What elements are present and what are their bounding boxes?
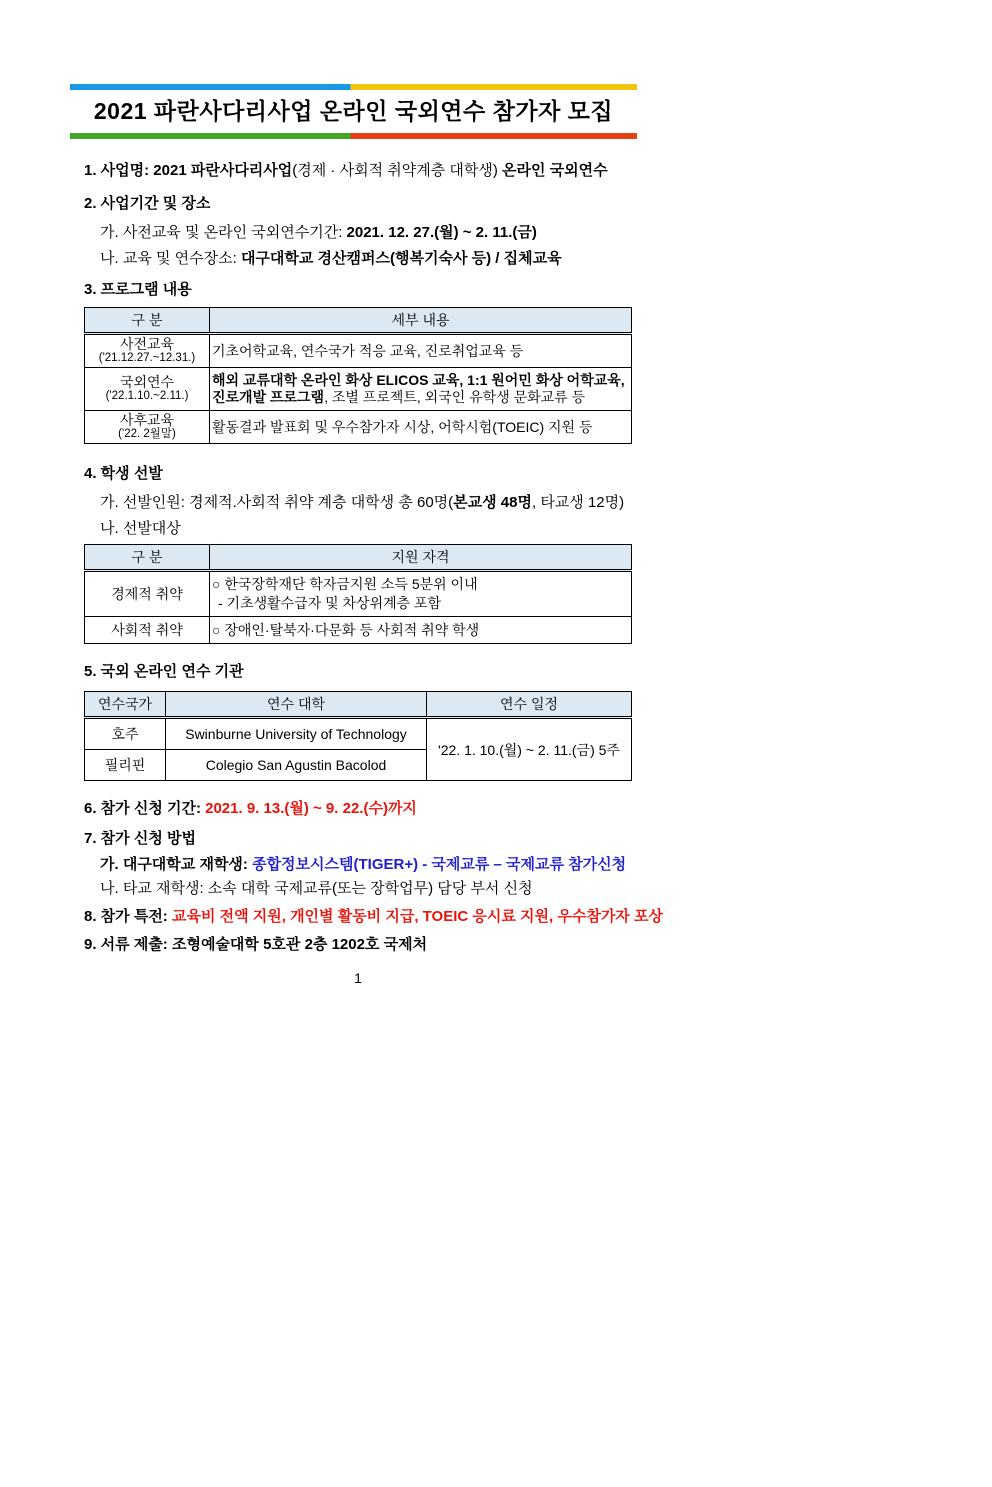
section-4-item-a-text2: , 타교생 12명) (531, 494, 625, 511)
selection-target-table (84, 544, 632, 644)
section-6-dates: 2021. 9. 13.(월) ~ 9. 22.(수)까지 (205, 800, 417, 817)
selection-table-header-row (85, 545, 632, 571)
institution-table-header-row (85, 692, 632, 718)
table-row (85, 368, 632, 411)
selection-table-header-category: 구 분 (85, 545, 210, 571)
table-row (85, 334, 632, 368)
program-row-post-label: 사후교육 ('22. 2월말) (85, 411, 210, 444)
section-2-heading: 2. 사업기간 및 장소 (84, 195, 211, 212)
program-row-post-content: 활동결과 발표회 및 우수참가자 시상, 어학시험(TOEIC) 지원 등 (210, 411, 632, 444)
section-8-label: 8. 참가 특전: (84, 908, 172, 925)
section-1-bold-prefix: 1. 사업명: 2021 파란사다리사업 (84, 162, 293, 179)
program-row-pre-content: 기초어학교육, 연수국가 적응 교육, 진로취업교육 등 (210, 334, 632, 368)
institution-table-header-schedule: 연수 일정 (427, 692, 632, 718)
institution-table-header-university: 연수 대학 (166, 692, 427, 718)
table-row (85, 411, 632, 444)
section-8-benefit-list: 교육비 전액 지원, 개인별 활동비 지급, TOEIC 응시료 지원, 우수참가자 포상 (171, 908, 663, 925)
title-bottom-bar (70, 133, 637, 139)
section-7-item-a-label: 가. 대구대학교 재학생: (100, 856, 253, 873)
section-7-heading: 7. 참가 신청 방법 (84, 830, 196, 847)
section-8-benefits (84, 907, 663, 926)
section-2-item-b (100, 249, 632, 268)
program-row-overseas-label: 국외연수 ('22.1.10.~2.11.) (85, 368, 210, 411)
institution-table-header-country: 연수국가 (85, 692, 166, 718)
table-row (85, 617, 632, 644)
section-1-normal: (경제 · 사회적 취약계층 대학생) (292, 162, 502, 179)
selection-row-economic-content: ○ 한국장학재단 학자금지원 소득 5분위 이내 - 기초생활수급자 및 차상위계층 포함 (210, 571, 632, 617)
selection-row-economic-label: 경제적 취약 (85, 571, 210, 617)
section-4-item-a-text1: 가. 선발인원: 경제적.사회적 취약 계층 대학생 총 60명( (100, 494, 454, 511)
document-body (84, 161, 663, 954)
institution-row-philippines-university: Colegio San Agustin Bacolod (166, 750, 427, 781)
selection-table-header-qualification: 지원 자격 (210, 545, 632, 571)
program-row-overseas-content: 해외 교류대학 온라인 화상 ELICOS 교육, 1:1 원어민 화상 어학교육, 진로개발 프로그램, 조별 프로젝트, 외국인 유학생 문화교류 등 (210, 368, 632, 411)
section-2-item-a-label: 가. 사전교육 및 온라인 국외연수기간: (100, 224, 347, 241)
section-7-item-a (100, 855, 632, 874)
section-4-item-b: 나. 선발대상 (100, 520, 181, 537)
table-row (85, 718, 632, 750)
selection-row-social-label: 사회적 취약 (85, 617, 210, 644)
program-table-header-detail: 세부 내용 (210, 308, 632, 334)
section-2-item-a (100, 223, 632, 242)
section-4-item-a-bold: 본교생 48명 (453, 494, 532, 511)
section-6-application-period (84, 799, 632, 818)
section-9-document-submission: 9. 서류 제출: 조형예술대학 5호관 2층 1202호 국제처 (84, 936, 428, 953)
page-title: 2021 파란사다리사업 온라인 국외연수 참가자 모집 (93, 98, 614, 124)
institution-schedule-cell: '22. 1. 10.(월) ~ 2. 11.(금) 5주 (427, 718, 632, 781)
institution-row-australia-university: Swinburne University of Technology (166, 718, 427, 750)
selection-row-social-content: ○ 장애인·탈북자·다문화 등 사회적 취약 학생 (210, 617, 632, 644)
section-3-heading: 3. 프로그램 내용 (84, 281, 192, 298)
institution-row-australia-country: 호주 (85, 718, 166, 750)
program-content-table (84, 307, 632, 444)
section-4-item-a (100, 493, 632, 512)
section-2-item-b-place: 대구대학교 경산캠퍼스(행복기숙사 등) / 집체교육 (240, 250, 562, 267)
section-7-item-a-path: 종합정보시스템(TIGER+) - 국제교류 – 국제교류 참가신청 (252, 856, 627, 873)
page-number: 1 (354, 970, 362, 986)
document-title-block (70, 84, 637, 139)
training-institution-table (84, 691, 632, 781)
section-1-bold-suffix: 온라인 국외연수 (502, 162, 608, 179)
section-1-project-name (84, 161, 632, 180)
table-row (85, 571, 632, 617)
institution-row-philippines-country: 필리핀 (85, 750, 166, 781)
section-2-item-a-dates: 2021. 12. 27.(월) ~ 2. 11.(금) (346, 224, 537, 241)
document-page (0, 84, 992, 986)
section-6-label: 6. 참가 신청 기간: (84, 800, 206, 817)
program-table-header-category: 구 분 (85, 308, 210, 334)
program-table-header-row (85, 308, 632, 334)
section-5-heading: 5. 국외 온라인 연수 기관 (84, 663, 244, 680)
section-2-item-b-label: 나. 교육 및 연수장소: (100, 250, 241, 267)
section-7-item-b: 나. 타교 재학생: 소속 대학 국제교류(또는 장학업무) 담당 부서 신청 (100, 880, 533, 897)
program-row-pre-label: 사전교육 ('21.12.27.~12.31.) (85, 334, 210, 368)
section-4-heading: 4. 학생 선발 (84, 465, 163, 482)
